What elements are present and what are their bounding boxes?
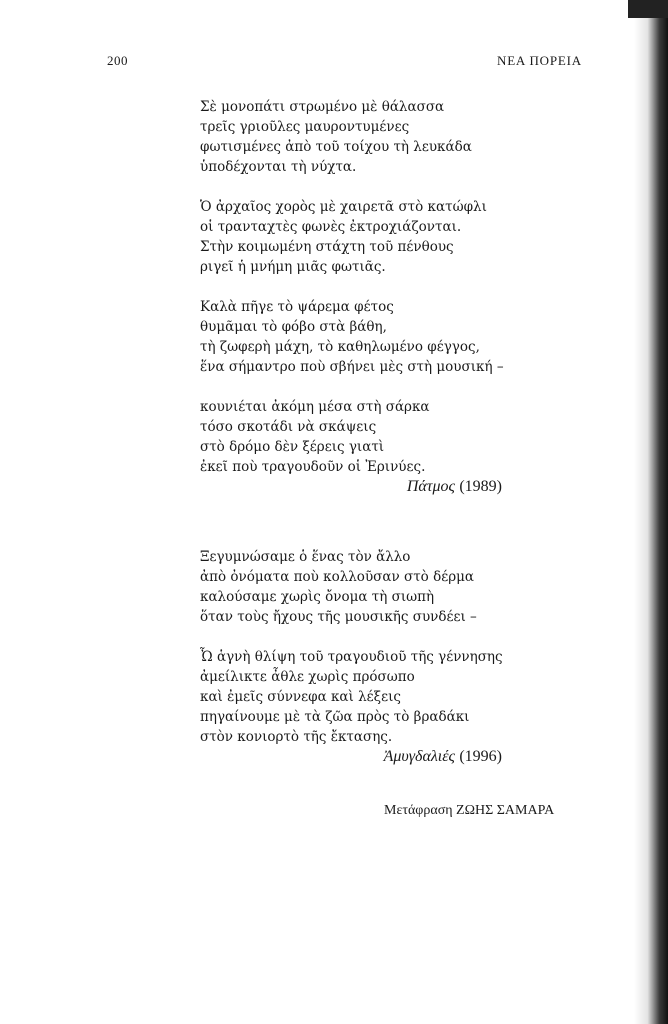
verse-line: ἀπὸ ὀνόματα ποὺ κολλοῦσαν στὸ δέρμα (200, 569, 475, 585)
verse-line: στὸ δρόμο δὲν ξέρεις γιατὶ (200, 439, 385, 455)
translator-credit: Μετάφραση ΖΩΗΣ ΣΑΜΑΡΑ (384, 803, 555, 818)
verse-line: φωτισμένες ἀπὸ τοῦ τοίχου τὴ λευκάδα (200, 139, 472, 155)
stanza (200, 197, 520, 277)
stanza (200, 397, 520, 477)
stanza (200, 297, 520, 377)
verse-line: τὴ ζωφερὴ μάχη, τὸ καθηλωμένο φέγγος, (200, 339, 480, 355)
stanza (200, 97, 520, 177)
stanza (200, 547, 520, 627)
verse-line: ὑποδέχονται τὴ νύχτα. (200, 159, 357, 175)
verse-line: οἱ τρανταχτὲς φωνὲς ἐκτροχιάζονται. (200, 219, 462, 235)
verse-line: Στὴν κοιμωμένη στάχτη τοῦ πένθους (200, 239, 454, 255)
verse-line: καλούσαμε χωρὶς ὄνομα τὴ σιωπὴ (200, 589, 435, 605)
source-place: Πάτμος (406, 478, 456, 495)
verse-line: τόσο σκοτάδι νὰ σκάψεις (200, 419, 377, 435)
verse-line: Ὁ ἀρχαῖος χορὸς μὲ χαιρετᾶ στὸ κατώφλι (200, 199, 487, 215)
verse-line: καὶ ἐμεῖς σύννεφα καὶ λέξεις (200, 689, 401, 705)
verse-line: ἐκεῖ ποὺ τραγουδοῦν οἱ Ἐρινύες. (200, 459, 426, 475)
verse-line: κουνιέται ἀκόμη μέσα στὴ σάρκα (200, 399, 430, 415)
verse-line: Ξεγυμνώσαμε ὁ ἕνας τὸν ἄλλο (200, 549, 411, 565)
verse-line: θυμᾶμαι τὸ φόβο στὰ βάθη, (200, 319, 387, 335)
verse-line: πηγαίνουμε μὲ τὰ ζῶα πρὸς τὸ βραδάκι (200, 709, 470, 725)
source-year: (1989) (459, 478, 502, 495)
verse-line: Καλὰ πῆγε τὸ ψάρεμα φέτος (200, 299, 394, 315)
verse-line: ἀμείλικτε ἆθλε χωρὶς πρόσωπο (200, 669, 415, 685)
verse-line: τρεῖς γριοῦλες μαυροντυμένες (200, 119, 410, 135)
verse-line: ἕνα σήμαντρο ποὺ σβήνει μὲς στὴ μουσική – (200, 359, 504, 375)
running-head: ΝΕΑ ΠΟΡΕΙΑ (497, 53, 582, 68)
verse-line: στὸν κονιορτὸ τῆς ἔκτασης. (200, 729, 393, 745)
scan-shadow-edge (634, 0, 668, 1024)
page-number: 200 (107, 53, 128, 68)
poem-amygdalies (200, 547, 520, 767)
source-year: (1996) (459, 748, 502, 765)
source-place: Ἀμυγδαλιές (383, 748, 456, 765)
poem-patmos (200, 97, 520, 497)
scan-shadow-corner (628, 0, 668, 18)
verse-line: Ὦ ἁγνὴ θλίψη τοῦ τραγουδιοῦ τῆς γέννησης (200, 649, 503, 665)
verse-line: ὅταν τοὺς ἤχους τῆς μουσικῆς συνδέει – (200, 609, 477, 625)
stanza (200, 647, 520, 747)
poem-source (200, 477, 520, 497)
poem-source (200, 747, 520, 767)
verse-line: Σὲ μονοπάτι στρωμένο μὲ θάλασσα (200, 99, 445, 115)
verse-line: ριγεῖ ἡ μνήμη μιᾶς φωτιᾶς. (200, 259, 386, 275)
